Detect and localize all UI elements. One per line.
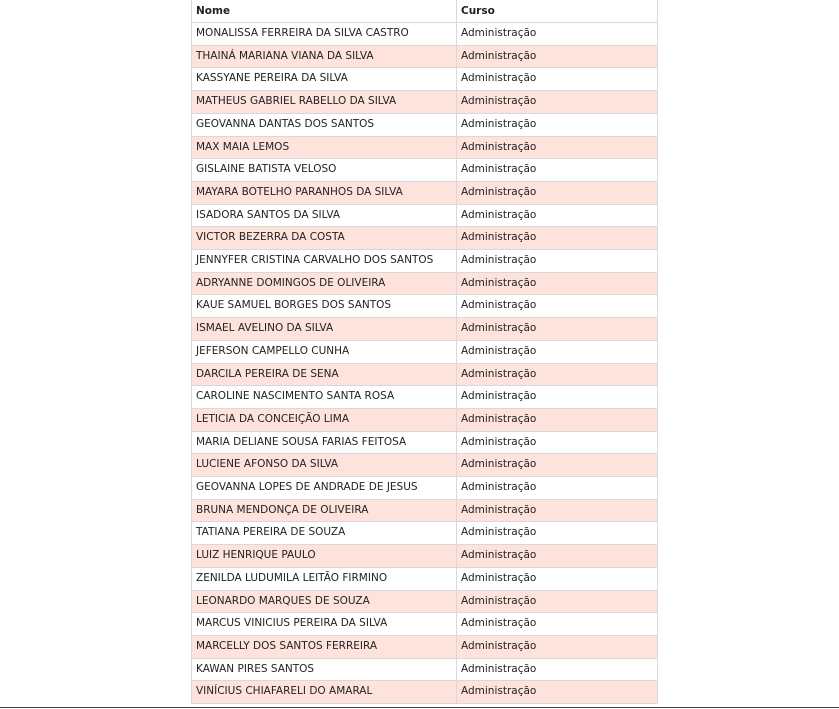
table-row: [192, 340, 658, 363]
course-cell: Administração: [457, 522, 658, 545]
table-header: [192, 0, 658, 23]
course-cell: Administração: [457, 545, 658, 568]
student-name-cell: ISADORA SANTOS DA SILVA: [192, 204, 457, 227]
student-name-cell: JEFERSON CAMPELLO CUNHA: [192, 340, 457, 363]
table-row: [192, 250, 658, 273]
table-row: [192, 68, 658, 91]
table-row: [192, 23, 658, 46]
student-name-cell: GEOVANNA DANTAS DOS SANTOS: [192, 113, 457, 136]
student-name-cell: BRUNA MENDONÇA DE OLIVEIRA: [192, 499, 457, 522]
table-row: [192, 386, 658, 409]
table-row: [192, 454, 658, 477]
course-cell: Administração: [457, 567, 658, 590]
table-row: [192, 431, 658, 454]
course-cell: Administração: [457, 454, 658, 477]
student-name-cell: MAX MAIA LEMOS: [192, 136, 457, 159]
course-cell: Administração: [457, 204, 658, 227]
table-row: [192, 113, 658, 136]
student-name-cell: MAYARA BOTELHO PARANHOS DA SILVA: [192, 181, 457, 204]
student-name-cell: VINÍCIUS CHIAFARELI DO AMARAL: [192, 681, 457, 704]
table-row: [192, 567, 658, 590]
table-row: [192, 363, 658, 386]
course-cell: Administração: [457, 386, 658, 409]
table-row: [192, 635, 658, 658]
student-name-cell: MATHEUS GABRIEL RABELLO DA SILVA: [192, 91, 457, 114]
course-cell: Administração: [457, 681, 658, 704]
course-cell: Administração: [457, 499, 658, 522]
course-cell: Administração: [457, 227, 658, 250]
student-name-cell: KAWAN PIRES SANTOS: [192, 658, 457, 681]
table-row: [192, 613, 658, 636]
table-row: [192, 590, 658, 613]
table-row: [192, 658, 658, 681]
course-cell: Administração: [457, 613, 658, 636]
course-cell: Administração: [457, 272, 658, 295]
students-table: [191, 0, 658, 704]
student-name-cell: THAINÁ MARIANA VIANA DA SILVA: [192, 45, 457, 68]
course-cell: Administração: [457, 590, 658, 613]
course-cell: Administração: [457, 159, 658, 182]
course-cell: Administração: [457, 295, 658, 318]
column-header-course[interactable]: Curso: [457, 0, 658, 23]
table-row: [192, 522, 658, 545]
student-name-cell: GEOVANNA LOPES DE ANDRADE DE JESUS: [192, 477, 457, 500]
course-cell: Administração: [457, 363, 658, 386]
course-cell: Administração: [457, 431, 658, 454]
bottom-divider: [0, 707, 839, 708]
table-row: [192, 181, 658, 204]
student-name-cell: TATIANA PEREIRA DE SOUZA: [192, 522, 457, 545]
table-row: [192, 318, 658, 341]
student-name-cell: MARCELLY DOS SANTOS FERREIRA: [192, 635, 457, 658]
student-name-cell: ADRYANNE DOMINGOS DE OLIVEIRA: [192, 272, 457, 295]
course-cell: Administração: [457, 318, 658, 341]
student-name-cell: LEONARDO MARQUES DE SOUZA: [192, 590, 457, 613]
student-name-cell: LETICIA DA CONCEIÇÃO LIMA: [192, 408, 457, 431]
course-cell: Administração: [457, 181, 658, 204]
table-row: [192, 204, 658, 227]
student-name-cell: GISLAINE BATISTA VELOSO: [192, 159, 457, 182]
student-name-cell: KAUE SAMUEL BORGES DOS SANTOS: [192, 295, 457, 318]
course-cell: Administração: [457, 136, 658, 159]
course-cell: Administração: [457, 68, 658, 91]
table-row: [192, 499, 658, 522]
student-name-cell: VICTOR BEZERRA DA COSTA: [192, 227, 457, 250]
course-cell: Administração: [457, 635, 658, 658]
table-row: [192, 408, 658, 431]
table-body: [192, 23, 658, 704]
table-row: [192, 91, 658, 114]
course-cell: Administração: [457, 91, 658, 114]
student-name-cell: MARIA DELIANE SOUSA FARIAS FEITOSA: [192, 431, 457, 454]
column-header-name[interactable]: Nome: [192, 0, 457, 23]
student-name-cell: ZENILDA LUDUMILA LEITÃO FIRMINO: [192, 567, 457, 590]
table-row: [192, 295, 658, 318]
course-cell: Administração: [457, 250, 658, 273]
student-name-cell: CAROLINE NASCIMENTO SANTA ROSA: [192, 386, 457, 409]
table-row: [192, 545, 658, 568]
course-cell: Administração: [457, 408, 658, 431]
course-cell: Administração: [457, 658, 658, 681]
table-row: [192, 136, 658, 159]
student-name-cell: LUCIENE AFONSO DA SILVA: [192, 454, 457, 477]
table-row: [192, 477, 658, 500]
course-cell: Administração: [457, 23, 658, 46]
table-row: [192, 45, 658, 68]
course-cell: Administração: [457, 45, 658, 68]
student-name-cell: JENNYFER CRISTINA CARVALHO DOS SANTOS: [192, 250, 457, 273]
course-cell: Administração: [457, 477, 658, 500]
student-name-cell: KASSYANE PEREIRA DA SILVA: [192, 68, 457, 91]
table-row: [192, 272, 658, 295]
course-cell: Administração: [457, 113, 658, 136]
student-name-cell: ISMAEL AVELINO DA SILVA: [192, 318, 457, 341]
table-row: [192, 227, 658, 250]
student-name-cell: DARCILA PEREIRA DE SENA: [192, 363, 457, 386]
table-row: [192, 159, 658, 182]
student-name-cell: MONALISSA FERREIRA DA SILVA CASTRO: [192, 23, 457, 46]
table-row: [192, 681, 658, 704]
header-row: [192, 0, 658, 23]
student-name-cell: MARCUS VINICIUS PEREIRA DA SILVA: [192, 613, 457, 636]
student-name-cell: LUIZ HENRIQUE PAULO: [192, 545, 457, 568]
course-cell: Administração: [457, 340, 658, 363]
